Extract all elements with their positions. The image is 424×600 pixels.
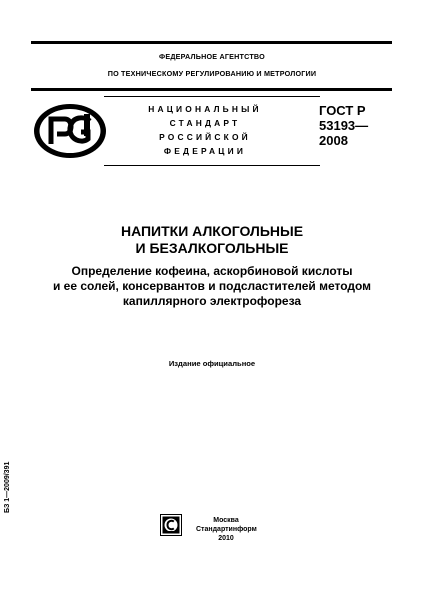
document-subtitle-line-2: и ее солей, консервантов и подсластителей методом — [52, 279, 372, 293]
publisher-name: Стандартинформ — [196, 526, 257, 533]
header-bottom-rule — [31, 88, 392, 91]
side-code: БЗ 1—2009/391 — [4, 461, 11, 513]
gost-number-line-2: 53193— — [319, 118, 369, 133]
standard-word-4: ФЕДЕРАЦИИ — [163, 146, 247, 156]
gost-r-emblem-icon — [32, 102, 108, 160]
standartinform-logo-icon — [160, 514, 182, 536]
standard-block-top-rule — [104, 96, 320, 97]
document-title-line-2: И БЕЗАЛКОГОЛЬНЫЕ — [135, 240, 289, 256]
document-title-line-1: НАПИТКИ АЛКОГОЛЬНЫЕ — [120, 223, 304, 239]
agency-line-2: ПО ТЕХНИЧЕСКОМУ РЕГУЛИРОВАНИЮ И МЕТРОЛОГИИ — [107, 69, 317, 78]
agency-line-1: ФЕДЕРАЛЬНОЕ АГЕНТСТВО — [159, 52, 265, 61]
standard-word-1: НАЦИОНАЛЬНЫЙ — [148, 104, 262, 114]
edition-label: Издание официальное — [168, 359, 256, 368]
top-rule — [31, 41, 392, 44]
standard-block-bottom-rule — [104, 165, 320, 166]
standard-word-3: РОССИЙСКОЙ — [159, 132, 251, 142]
publisher-year: 2010 — [218, 535, 234, 542]
gost-number-line-1: ГОСТ Р — [319, 103, 366, 118]
publisher-city: Москва — [213, 517, 239, 524]
document-subtitle-line-3: капиллярного электрофореза — [122, 294, 302, 308]
gost-number-line-3: 2008 — [319, 133, 348, 148]
standard-word-2: СТАНДАРТ — [169, 118, 241, 128]
document-subtitle-line-1: Определение кофеина, аскорбиновой кислоты — [71, 264, 353, 278]
